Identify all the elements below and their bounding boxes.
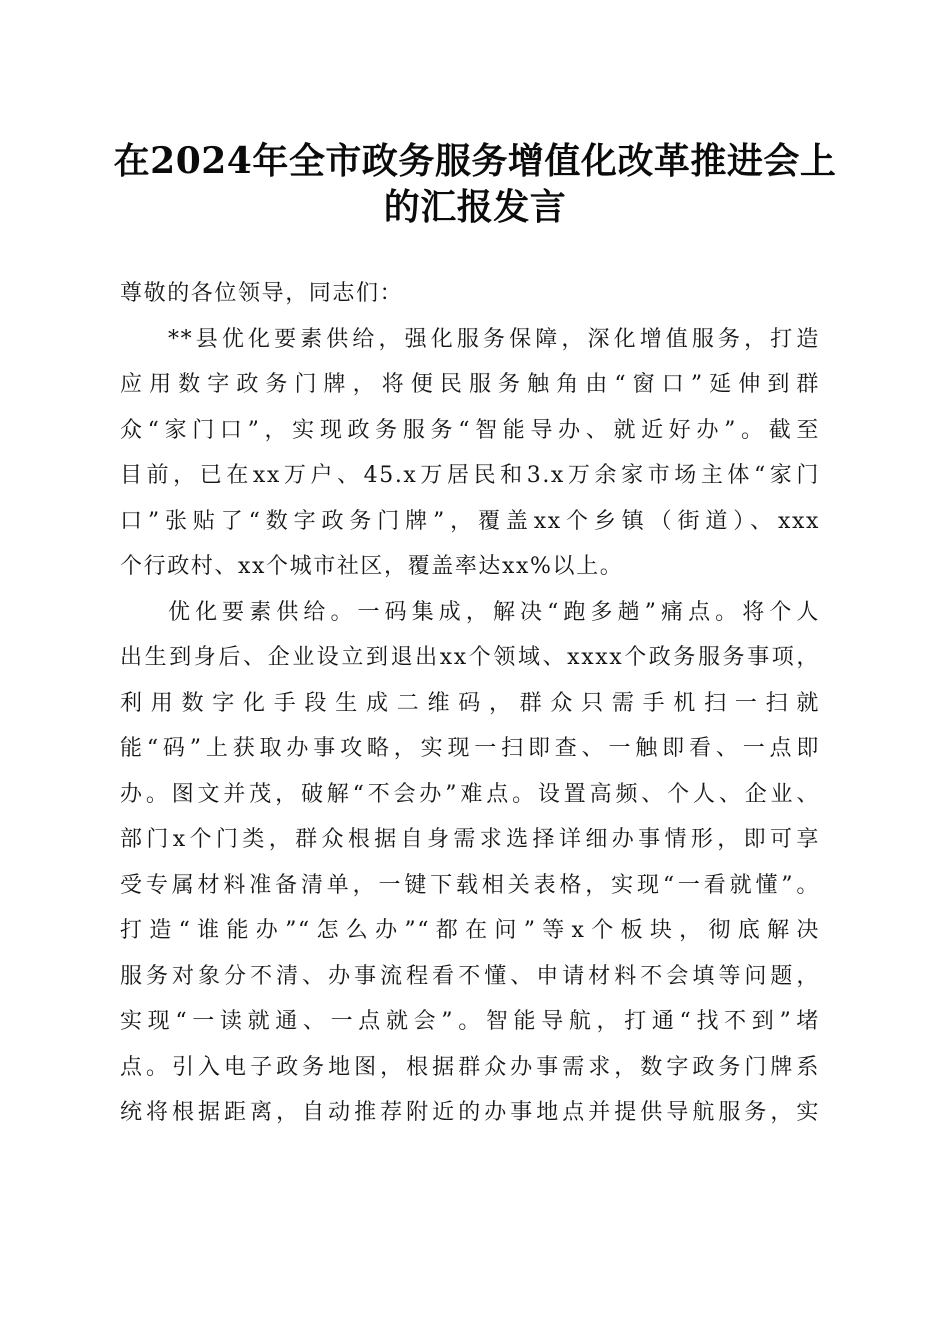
paragraph-2-line-4: 能“码”上获取办事攻略，实现一扫即查、一触即看、一点即: [120, 736, 820, 761]
paragraph-2-line-1: 优化要素供给。一码集成，解决“跑多趟”痛点。将个人: [168, 599, 820, 625]
paragraph-1-line-6: 个行政村、xx个城市社区，覆盖率达xx%以上。: [120, 554, 624, 579]
paragraph-2-line-5: 办。图文并茂，破解“不会办”难点。设置高频、个人、企业、: [120, 781, 820, 807]
paragraph-1-line-2: 应用数字政务门牌，将便民服务触角由“窗口”延伸到群: [120, 372, 820, 397]
document-title: [100, 138, 850, 230]
paragraph-2-line-6: 部门x个门类，群众根据自身需求选择详细办事情形，即可享: [120, 827, 820, 852]
paragraph-2-line-8: 打造“谁能办”“怎么办”“都在问”等x个板块，彻底解决: [120, 918, 820, 943]
document-body: [120, 271, 836, 1136]
paragraph-2-line-7: 受专属材料准备清单，一键下载相关表格，实现“一看就懂”。: [120, 872, 820, 898]
paragraph-1-line-5: 口”张贴了“数字政务门牌”，覆盖xx个乡镇（街道）、xxx: [120, 508, 820, 534]
paragraph-2-line-12: 统将根据距离，自动推荐附近的办事地点并提供导航服务，实: [120, 1100, 820, 1125]
paragraph-2-line-2: 出生到身后、企业设立到退出xx个领域、xxxx个政务服务事项，: [120, 645, 820, 670]
paragraph-2-line-9: 服务对象分不清、办事流程看不懂、申请材料不会填等问题，: [120, 963, 820, 989]
paragraph-2-line-11: 点。引入电子政务地图，根据群众办事需求，数字政务门牌系: [120, 1054, 820, 1080]
paragraph-1-line-4: 目前，已在xx万户、45.x万居民和3.x万余家市场主体“家门: [120, 463, 820, 488]
title-line-2: 的汇报发言: [383, 186, 567, 228]
title-line-1: 在2024年全市政务服务增值化改革推进会上: [113, 140, 837, 182]
paragraph-2-line-3: 利用数字化手段生成二维码，群众只需手机扫一扫就: [120, 690, 820, 716]
paragraph-2-line-10: 实现“一读就通、一点就会”。智能导航，打通“找不到”堵: [120, 1009, 820, 1034]
salutation: 尊敬的各位领导，同志们：: [120, 281, 404, 306]
paragraph-1-line-3: 众“家门口”，实现政务服务“智能导办、就近好办”。截至: [120, 417, 820, 443]
paragraph-1-line-1: **县优化要素供给，强化服务保障，深化增值服务，打造: [168, 326, 820, 352]
